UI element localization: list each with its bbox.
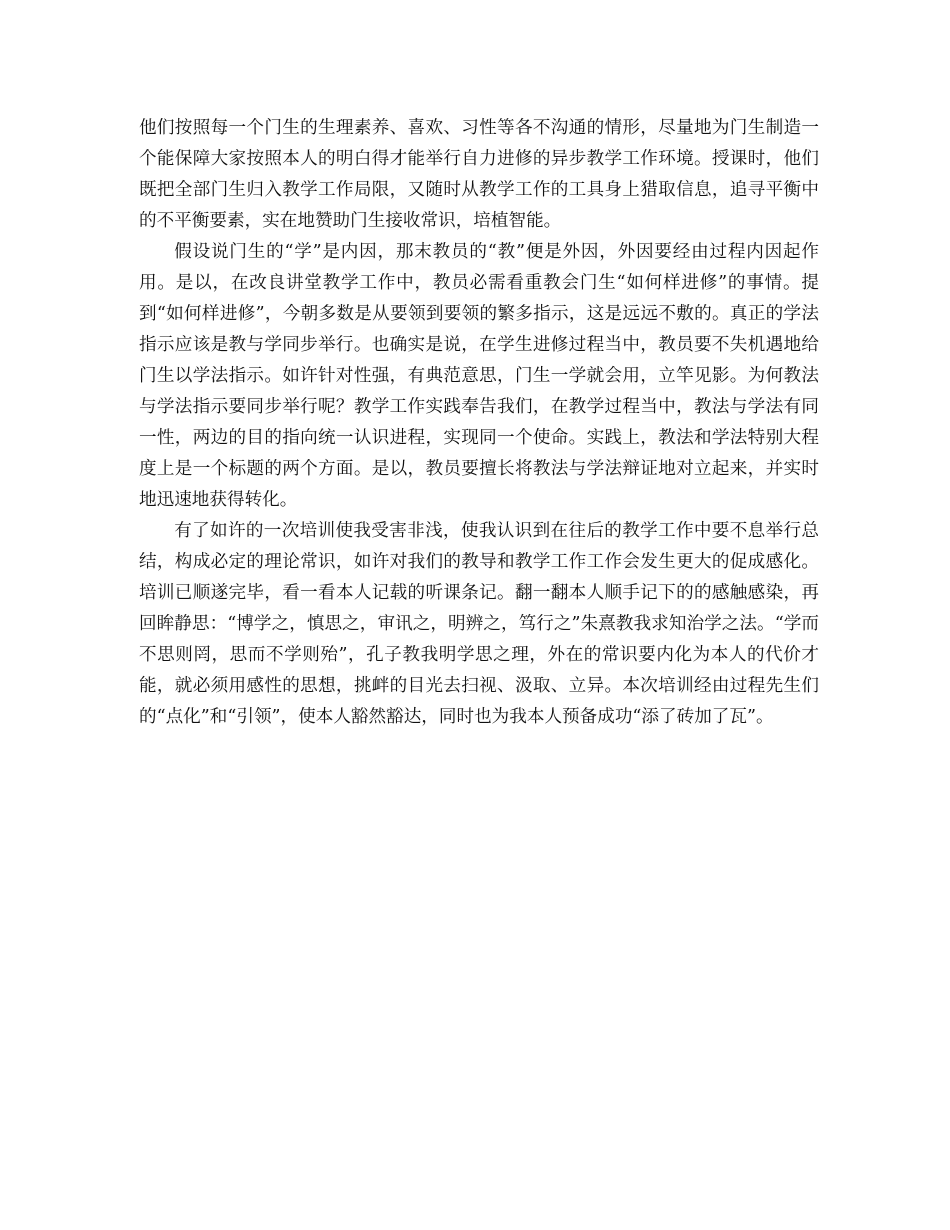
paragraph-1: 他们按照每一个门生的生理素养、喜欢、习性等各不沟通的情形，尽量地为门生制造一个能保障大家按照本人的明白得才能举行自力进修的异步教学工作环境。授课时，他们既把全部门生归入教学工作局限，又随时从教学工作的工具身上猎取信息，追寻平衡中的不平衡要素，实在地赞助门生接收常识，培植智能。 (139, 118, 819, 231)
paragraph-3: 有了如许的一次培训使我受害非浅，使我认识到在往后的教学工作中要不息举行总结，构成必定的理论常识，如许对我们的教导和教学工作工作会发生更大的促成感化。培训已顺遂完毕，看一看本人记载的听课条记。翻一翻本人顺手记下的的感触感染，再回眸静思：“博学之，慎思之，审讯之，明辨之，笃行之”朱熹教我求知治学之法。“学而不思则罔，思而不学则殆”，孔子教我明学思之理，外在的常识要内化为本人的代价才能，就必须用感性的思想，挑衅的目光去扫视、汲取、立异。本次培训经由过程先生们的“点化”和“引领”，使本人豁然豁达，同时也为我本人预备成功“添了砖加了瓦”。 (139, 521, 819, 727)
document-body (139, 113, 819, 733)
paragraph-2: 假设说门生的“学”是内因，那末教员的“教”便是外因，外因要经由过程内因起作用。是以，在改良讲堂教学工作中，教员必需看重教会门生“如何样进修”的事情。提到“如何样进修”，今朝多数是从要领到要领的繁多指示，这是远远不敷的。真正的学法指示应该是教与学同步举行。也确实是说，在学生进修过程当中，教员要不失机遇地给门生以学法指示。如许针对性强，有典范意思，门生一学就会用，立竿见影。为何教法与学法指示要同步举行呢？教学工作实践奉告我们，在教学过程当中，教法与学法有同一性，两边的目的指向统一认识进程，实现同一个使命。实践上，教法和学法特别大程度上是一个标题的两个方面。是以，教员要擅长将教法与学法辩证地对立起来，并实时地迅速地获得转化。 (139, 242, 819, 510)
